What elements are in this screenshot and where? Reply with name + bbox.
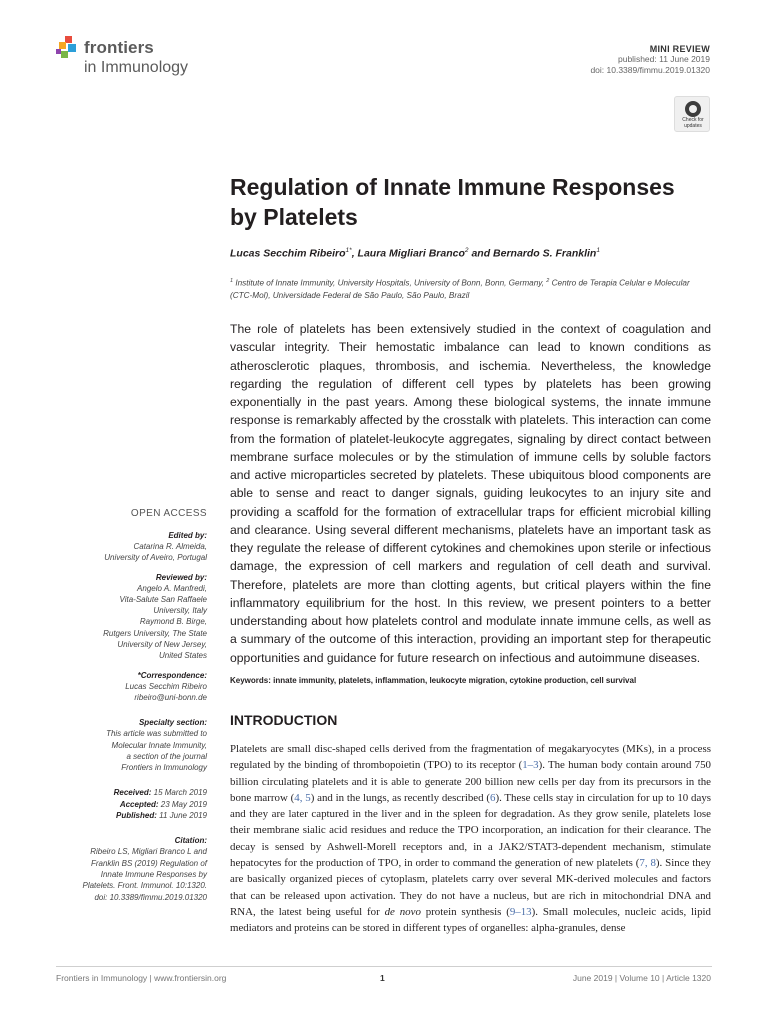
affiliation-mark: 1 <box>230 278 234 284</box>
specialty-line: This article was submitted to <box>106 729 207 739</box>
intro-text-segment: ) and in the lungs, as recently described ( <box>310 791 490 804</box>
published-label: Published: <box>115 811 157 821</box>
correspondence-label: *Correspondence: <box>137 670 207 680</box>
article-meta <box>590 44 710 76</box>
footer-issue-info: June 2019 | Volume 10 | Article 1320 <box>572 973 711 983</box>
dates-block <box>60 787 207 821</box>
citation-line: Ribeiro LS, Migliari Branco L and <box>90 847 207 857</box>
intro-text-segment: ). These cells stay in circulation for up to 10 days and they are later captured in the liver and in the spleen for degradation. As they grow senile, platelets lose their membrane sialic acid residues and reduce the TPO incorporation, an indication for their clearance. The decay is sensed by Ashwell-Morell receptors and, in a JAK2/STAT3-dependent mechanism, stimulate hepatocytes for the production of TPO, in order to command the generation of new platelets ( <box>230 791 712 870</box>
intro-text-segment: ). Small molecules, nucleic acids, lipid mediators and proteins can be stored in different types of organelles: alpha-granules, dense <box>230 905 711 935</box>
intro-text-segment: Platelets are small disc-shaped cells derived from the fragmentation of megakaryocytes (MKs), in a process regulated by the binding of thrombopoietin (TPO) to its receptor ( <box>230 743 711 772</box>
author-affiliation-mark: 1* <box>345 247 352 254</box>
intro-text-segment: de novo <box>384 905 421 918</box>
article-title: Regulation of Innate Immune Responses by Platelets <box>230 174 675 230</box>
author-list <box>230 247 710 260</box>
introduction-text <box>230 741 711 937</box>
correspondent-email[interactable]: ribeiro@uni-bonn.de <box>134 692 207 702</box>
open-access-label: OPEN ACCESS <box>130 508 207 519</box>
citation-line: Franklin BS (2019) Regulation of <box>90 858 207 868</box>
affiliation-2: Centro de Terapia Celular e Molecular (CTC-Mol), Universidade Federal de São Paulo, São Paulo, Brazil <box>230 278 690 300</box>
reviewer-line: Rutgers University, The State <box>103 628 207 638</box>
author-affiliation-mark: 2 <box>464 247 469 254</box>
reviewer-line: Raymond B. Birge, <box>139 617 207 627</box>
edited-by-label: Edited by: <box>168 531 207 540</box>
received-date <box>60 787 207 798</box>
published-date: published: 11 June 2019 <box>617 54 710 64</box>
keywords-label: Keywords: <box>230 676 271 685</box>
edited-by-block <box>60 530 207 564</box>
accepted-value: 23 May 2019 <box>158 799 207 809</box>
specialty-line: a section of the journal <box>126 751 207 761</box>
article-type: MINI REVIEW <box>649 44 710 54</box>
footer-divider <box>56 966 712 967</box>
citation-line: Platelets. Front. Immunol. 10:1320. <box>82 881 207 891</box>
correspondent-name: Lucas Secchim Ribeiro <box>125 681 207 691</box>
reviewer-line: Angelo A. Manfredi, <box>137 583 207 593</box>
specialty-label: Specialty section: <box>138 718 207 728</box>
keywords <box>230 676 711 685</box>
keywords-list: innate immunity, platelets, inflammation, leukocyte migration, cytokine production, cell survival <box>270 676 637 685</box>
reference-link[interactable]: 1–3 <box>522 759 539 772</box>
reviewer-line: University of New Jersey, <box>117 640 207 650</box>
doi-link[interactable]: doi: 10.3389/fimmu.2019.01320 <box>590 65 710 75</box>
editor-line: Catarina R. Almeida, <box>133 542 207 551</box>
accepted-date <box>60 799 207 810</box>
check-for-updates-button[interactable] <box>674 96 710 132</box>
author-name[interactable]: Bernardo S. Franklin <box>493 247 597 260</box>
author-name[interactable]: Lucas Secchim Ribeiro <box>230 247 346 260</box>
abstract: The role of platelets has been extensively studied in the context of coagulation and vascular integrity. Their hemostatic imbalance can lead to known conditions as atherosclerotic plaques, thrombosis, and ischemia. Nevertheless, the knowledge regarding the regulation of different cell types by platelets has been growing exponentially in the past years. Among these biological systems, the innate immune response is remarkably affected by the crosstalk with platelets. This interaction can come from the formation of platelet-leukocyte aggregates, signaling by direct contact between membrane surface molecules or by the stimulation of immune cells by soluble factors and active microparticles secreted by platelets. These ubiquitous blood components are able to sense and react to danger signals, guiding leukocytes to an injury site and providing a scaffold for the formation of extracellular traps for efficient microbial killing and clearance. Using several different mechanisms, platelets have an important task as they regulate the release of different cytokines and chemokines upon sterile or infectious damage, the expression of cell markers and regulation of cell death and survival. Therefore, platelets are more than clotting agents, but critical players within the fine inflammatory equilibrium for the host. In this review, we present pointers to a better understanding about how platelets control and modulate innate immune cells, as well as a summary of the outcome of this interaction, providing an important step for therapeutic opportunities and guidance for future research on infectious and autoimmune diseases. <box>230 322 711 665</box>
correspondence-block <box>60 670 207 704</box>
reference-link[interactable]: 6 <box>490 791 496 804</box>
footer-journal-link[interactable]: Frontiers in Immunology | www.frontiersin.org <box>56 973 227 983</box>
affiliation-mark: 2 <box>546 278 550 284</box>
specialty-block <box>60 717 207 773</box>
citation-line: Innate Immune Responses by <box>100 869 207 879</box>
reference-link[interactable]: 7, 8 <box>639 857 656 870</box>
section-heading: INTRODUCTION <box>230 712 338 728</box>
author-name[interactable]: Laura Migliari Branco <box>357 247 465 260</box>
specialty-line: Molecular Innate Immunity, <box>111 740 207 750</box>
journal-logo[interactable] <box>56 32 226 84</box>
received-label: Received: <box>113 788 152 798</box>
published-value: 11 June 2019 <box>156 811 207 821</box>
reviewed-by-label: Reviewed by: <box>155 572 207 582</box>
reviewed-by-block <box>60 572 207 662</box>
reviewer-line: University, Italy <box>153 606 207 616</box>
author-separator: , <box>351 247 358 260</box>
reviewer-line: Vita-Salute San Raffaele <box>119 594 207 604</box>
accepted-label: Accepted: <box>119 799 159 809</box>
citation-label: Citation: <box>174 836 207 846</box>
citation-doi[interactable]: doi: 10.3389/fimmu.2019.01320 <box>94 892 207 902</box>
editor-line: University of Aveiro, Portugal <box>104 553 207 563</box>
intro-text-segment: ). The human body contain around 750 billion circulating platelets and it is able to generate 200 billion new cells per day from its precursors in the bone marrow ( <box>230 759 711 804</box>
frontiers-logo-icon <box>56 36 80 62</box>
reference-link[interactable]: 9–13 <box>509 905 532 918</box>
received-value: 15 March 2019 <box>151 788 207 798</box>
check-updates-icon <box>685 101 701 117</box>
article-sidebar <box>60 508 207 911</box>
page-number: 1 <box>380 973 385 983</box>
author-separator: and <box>468 247 494 260</box>
intro-text-segment: ). Since they are basically organized pieces of cytoplasm, platelets carry over several MK-derived molecules and factors that can be released upon activation. They do not have a nucleus, but are rich in mitochondrial DNA and RNA, the latest being useful for <box>230 857 711 918</box>
intro-text-segment: protein synthesis ( <box>420 905 510 918</box>
specialty-line: Frontiers in Immunology <box>121 763 207 773</box>
citation-block <box>60 835 207 902</box>
check-updates-label: Check for updates <box>682 117 704 129</box>
reference-link[interactable]: 4, 5 <box>294 791 311 804</box>
brand-name: frontiers <box>84 38 154 57</box>
affiliation-1: Institute of Innate Immunity, University Hospitals, University of Bonn, Bonn, Germany, <box>233 278 547 288</box>
published-date-sidebar <box>60 810 207 821</box>
author-affiliation-mark: 1 <box>596 247 600 254</box>
journal-name: in Immunology <box>84 59 189 76</box>
affiliations <box>230 275 700 302</box>
reviewer-line: United States <box>158 651 207 661</box>
